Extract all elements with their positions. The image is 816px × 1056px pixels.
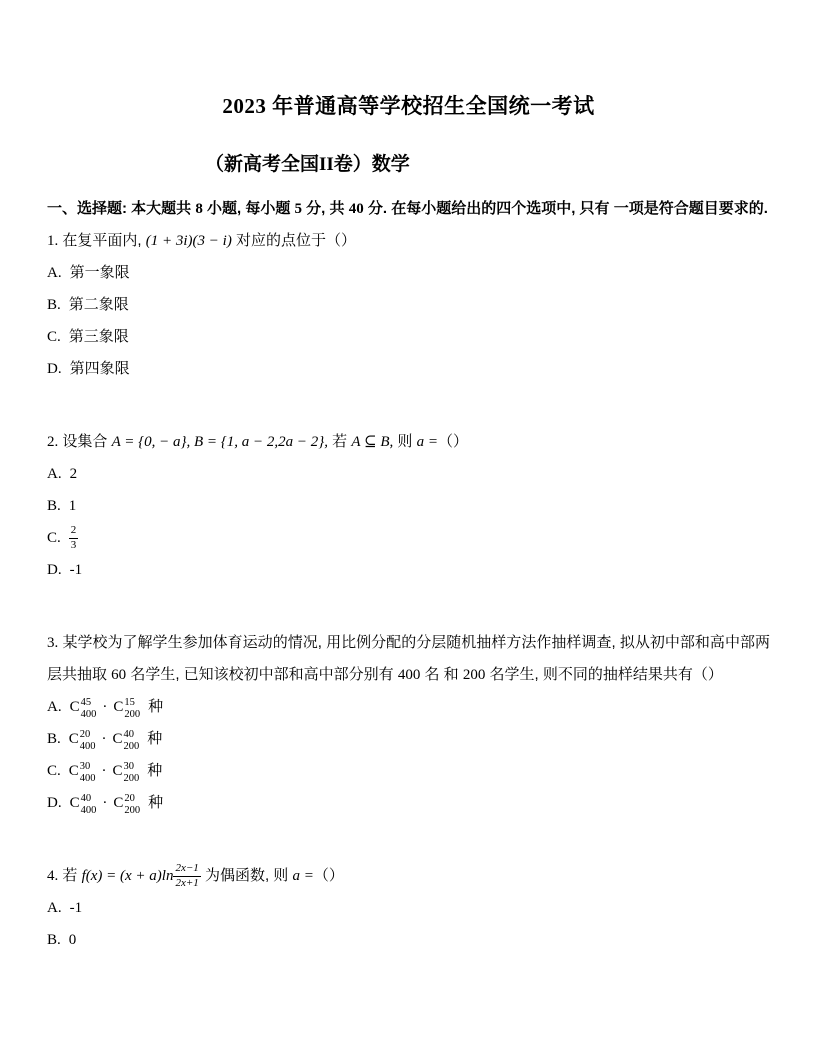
combination-letter: C <box>69 699 80 715</box>
fraction <box>69 524 79 551</box>
stem-number: 400 <box>397 667 421 683</box>
combination-symbol <box>69 792 97 816</box>
question-1-option-a <box>47 257 770 289</box>
combination-superscript: 40 <box>123 728 135 740</box>
question-number: 2. <box>47 434 59 450</box>
combination-superscript: 20 <box>124 792 135 804</box>
combination-letter: C <box>113 699 124 715</box>
combination-superscript: 40 <box>80 792 92 804</box>
stem-text: 在复平面内, <box>62 232 146 249</box>
question-number: 3. <box>47 635 59 651</box>
combination-letter: C <box>113 795 124 811</box>
fraction-denominator: 3 <box>70 538 77 551</box>
option-text: 第一象限 <box>69 264 130 281</box>
math-expression: f(x) = (x + a)ln <box>81 868 174 884</box>
question-3-option-a <box>47 691 770 723</box>
option-unit: 种 <box>148 698 164 715</box>
multiplication-dot: · <box>102 699 108 715</box>
combination-subscript: 200 <box>123 773 140 784</box>
combination-superscript: 15 <box>124 696 135 708</box>
stem-text: 设集合 <box>62 433 112 450</box>
combination-superscript: 30 <box>79 760 91 772</box>
multiplication-dot: · <box>101 731 107 747</box>
combination-subscript: 200 <box>124 709 141 720</box>
question-2-option-a <box>47 458 770 490</box>
stem-text: （） <box>437 433 468 450</box>
option-label: A. <box>47 265 62 281</box>
instructions-text: 分, 共 <box>302 200 349 217</box>
combination-subscript: 400 <box>79 741 96 752</box>
question-2-option-d <box>47 554 770 586</box>
combination-superscript: 30 <box>123 760 135 772</box>
question-2-option-c <box>47 522 770 554</box>
option-value: 2 <box>69 466 78 482</box>
combination-subscript: 400 <box>80 805 97 816</box>
option-value: -1 <box>69 900 83 916</box>
option-unit: 种 <box>147 762 163 779</box>
question-3-option-d <box>47 787 770 819</box>
question-1-option-c <box>47 321 770 353</box>
instructions-text: 小题, 每小题 <box>202 200 295 217</box>
stem-number: 60 <box>111 667 127 683</box>
option-label: B. <box>47 297 61 313</box>
stem-text: 为偶函数, 则 <box>200 867 293 884</box>
stem-text: 某学校为了解学生参加体育运动的情况, 用比例分配的分层随机抽样方法作抽样调查, 拟从初中部和高中部两层共抽取 <box>47 634 770 683</box>
combination-subscript: 200 <box>124 805 141 816</box>
stem-text: 则 <box>393 433 417 450</box>
option-label: B. <box>47 932 61 948</box>
combination-subscript: 400 <box>79 773 96 784</box>
math-expression: A ⊆ B, <box>351 434 394 450</box>
option-value: -1 <box>69 562 83 578</box>
stem-text: 名学生, 则不同的抽样结果共有（） <box>485 666 723 683</box>
combination-superscript: 45 <box>80 696 92 708</box>
combination-symbol <box>112 728 140 752</box>
option-label: B. <box>47 731 61 747</box>
option-label: A. <box>47 466 62 482</box>
exam-title: 2023 年普通高等学校招生全国统一考试 <box>222 94 595 118</box>
stem-text: 若 <box>328 433 352 450</box>
instructions-number: 40 <box>348 201 364 217</box>
question-1-stem <box>47 225 770 257</box>
option-label: C. <box>47 763 61 779</box>
combination-letter: C <box>69 795 80 811</box>
question-3-option-c <box>47 755 770 787</box>
option-label: A. <box>47 900 62 916</box>
stem-text: 名 和 <box>420 666 463 683</box>
option-label: D. <box>47 562 62 578</box>
combination-symbol <box>113 792 141 816</box>
stem-number: 200 <box>462 667 486 683</box>
question-3 <box>47 627 770 819</box>
question-3-option-b <box>47 723 770 755</box>
option-label: B. <box>47 498 61 514</box>
question-number: 4. <box>47 868 59 884</box>
combination-symbol <box>112 760 140 784</box>
question-number: 1. <box>47 233 59 249</box>
question-1-option-d <box>47 353 770 385</box>
stem-text: 名学生, 已知该校初中部和高中部分别有 <box>126 666 398 683</box>
option-label: A. <box>47 699 62 715</box>
combination-subscript: 400 <box>80 709 97 720</box>
instructions-number: 8 <box>195 201 203 217</box>
question-4-option-a <box>47 892 770 924</box>
option-unit: 种 <box>147 730 163 747</box>
combination-superscript: 20 <box>79 728 91 740</box>
combination-symbol <box>113 696 141 720</box>
math-expression: A = {0, − a}, B = {1, a − 2,2a − 2}, <box>111 434 329 450</box>
option-text: 第二象限 <box>68 296 129 313</box>
instructions-number: 5 <box>294 201 303 217</box>
combination-symbol <box>69 696 97 720</box>
option-value: 1 <box>68 498 77 514</box>
question-4-stem <box>47 860 770 892</box>
question-4 <box>47 860 770 956</box>
question-1 <box>47 225 770 385</box>
math-expression: a = <box>416 434 438 450</box>
question-2-stem <box>47 426 770 458</box>
question-4-option-b <box>47 924 770 956</box>
option-label: C. <box>47 329 61 345</box>
fraction-denominator: 2x+1 <box>175 876 199 889</box>
combination-letter: C <box>68 763 79 779</box>
question-2-option-b <box>47 490 770 522</box>
multiplication-dot: · <box>102 795 108 811</box>
combination-letter: C <box>112 731 123 747</box>
option-label: D. <box>47 361 62 377</box>
section-instructions <box>47 193 770 225</box>
option-text: 第四象限 <box>69 360 130 377</box>
option-label: D. <box>47 795 62 811</box>
page-content <box>0 90 816 956</box>
instructions-text: 一、选择题: 本大题共 <box>47 200 196 217</box>
option-label: C. <box>47 530 61 546</box>
option-unit: 种 <box>148 794 164 811</box>
exam-subtitle: （新高考全国II卷）数学 <box>205 154 410 175</box>
option-value: 0 <box>68 932 77 948</box>
question-1-option-b <box>47 289 770 321</box>
stem-text: 若 <box>62 867 82 884</box>
combination-symbol <box>68 728 96 752</box>
math-expression: a = <box>292 868 314 884</box>
fraction <box>173 862 200 889</box>
combination-letter: C <box>112 763 123 779</box>
stem-text: 对应的点位于（） <box>231 232 356 249</box>
option-text: 第三象限 <box>68 328 129 345</box>
combination-symbol <box>68 760 96 784</box>
multiplication-dot: · <box>101 763 107 779</box>
question-3-stem <box>47 627 770 691</box>
fraction-numerator: 2 <box>70 524 77 537</box>
question-2 <box>47 426 770 586</box>
math-expression: (1 + 3i)(3 − i) <box>145 233 232 249</box>
stem-text: （） <box>313 867 344 884</box>
combination-subscript: 200 <box>123 741 140 752</box>
combination-letter: C <box>68 731 79 747</box>
fraction-numerator: 2x−1 <box>175 862 199 875</box>
instructions-text: 分. 在每小题给出的四个选项中, 只有 一项是符合题目要求的. <box>363 200 768 217</box>
